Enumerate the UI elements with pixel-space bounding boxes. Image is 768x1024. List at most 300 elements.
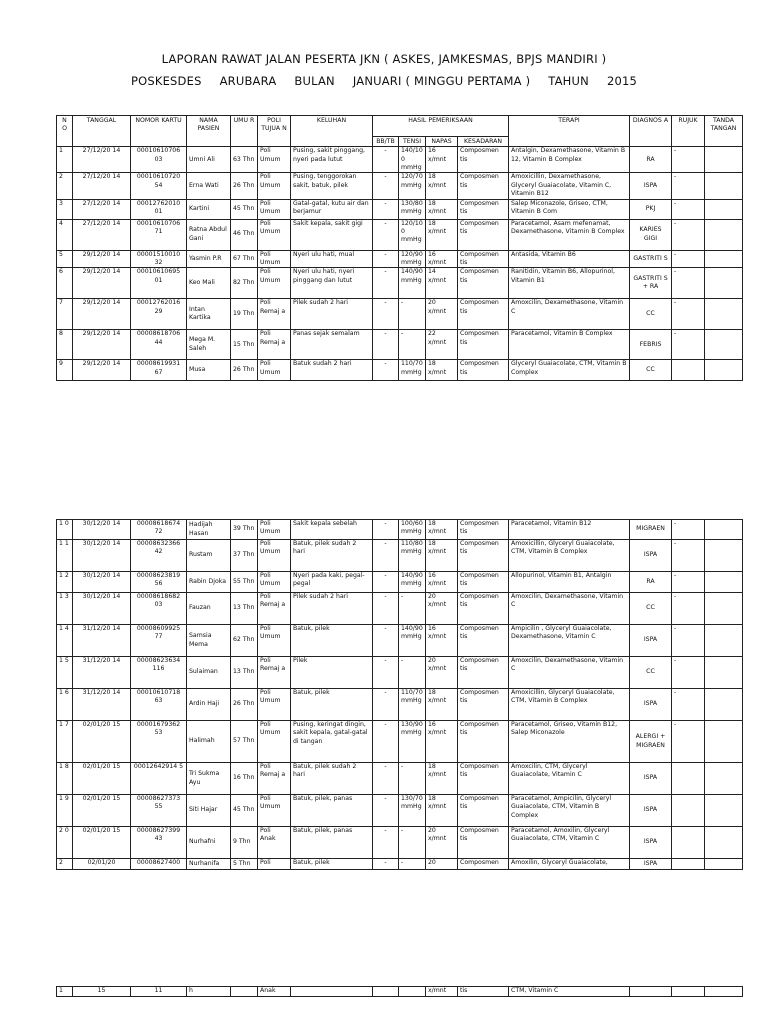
place-name: ARUBARA	[219, 74, 277, 88]
header-poli-tujuan: POLI TUJUA N	[258, 116, 291, 147]
terapi-cell: Amoxcilin, Dexamethasone, Vitamin C	[509, 657, 630, 689]
poli-tujuan-cell: Poli Umum	[258, 689, 291, 721]
umur-cell: 55 Thn	[231, 572, 258, 593]
diagnosa-cell: ISPA	[630, 625, 672, 657]
poli-tujuan-cell: Poli Remaj a	[258, 330, 291, 360]
tanggal-cell: 29/12/20 14	[73, 250, 131, 268]
nama-pasien-cell: Kartini	[187, 199, 231, 219]
tanda-tangan-cell	[705, 520, 743, 540]
report-table-page2	[56, 519, 743, 870]
report-table-page3	[56, 986, 743, 997]
keluhan-cell: Batuk, pilek	[291, 859, 373, 870]
nomor-kartu-cell: 00010610706 71	[131, 219, 187, 250]
table-row	[57, 219, 743, 250]
bb-tb-cell: -	[373, 330, 399, 360]
tanda-tangan-cell	[705, 199, 743, 219]
rujuk-cell	[672, 859, 705, 870]
nomor-kartu-cell: 00001679362 53	[131, 721, 187, 763]
tanggal-cell: 29/12/20 14	[73, 360, 131, 381]
napas-cell: 18 x/mnt	[426, 199, 458, 219]
rujuk-cell: -	[672, 520, 705, 540]
diagnosa-cell: PKJ	[630, 199, 672, 219]
umur-cell: 46 Thn	[231, 219, 258, 250]
tensi-cell: -	[399, 330, 426, 360]
tanda-tangan-cell	[705, 173, 743, 199]
keluhan-cell: Nyeri ulu hati, mual	[291, 250, 373, 268]
poli-tujuan-cell: Poli Umum	[258, 268, 291, 299]
rujuk-cell: -	[672, 330, 705, 360]
tensi-cell: 130/80 mmHg	[399, 199, 426, 219]
header-keluhan: KELUHAN	[291, 116, 373, 147]
keluhan-cell: Sakit kepala sebelah	[291, 520, 373, 540]
napas-cell: 18 x/mnt	[426, 360, 458, 381]
bb-tb-cell: -	[373, 520, 399, 540]
keluhan-cell: Batuk, pilek sudah 2 hari	[291, 540, 373, 572]
keluhan-cell	[291, 987, 373, 997]
nama-pasien-cell: Samsia Mema	[187, 625, 231, 657]
tanda-tangan-cell	[705, 859, 743, 870]
nomor-kartu-cell: 00008627373 55	[131, 795, 187, 827]
napas-cell: 16 x/mnt	[426, 250, 458, 268]
bb-tb-cell: -	[373, 657, 399, 689]
nama-pasien-cell: Intan Kartika	[187, 299, 231, 330]
kesadaran-cell: Composmen tis	[458, 657, 509, 689]
diagnosa-cell: ISPA	[630, 827, 672, 859]
no-cell: 8	[57, 330, 73, 360]
diagnosa-cell: ISPA	[630, 795, 672, 827]
napas-cell: 18 x/mnt	[426, 520, 458, 540]
diagnosa-cell: ISPA	[630, 763, 672, 795]
table-row	[57, 299, 743, 330]
tensi-cell: -	[399, 299, 426, 330]
terapi-cell: Antasida, Vitamin B6	[509, 250, 630, 268]
umur-cell: 26 Thn	[231, 689, 258, 721]
terapi-cell: Antalgin, Dexamethasone, Vitamin B 12, Vitamin B Complex	[509, 147, 630, 173]
kesadaran-cell: Composmen tis	[458, 520, 509, 540]
keluhan-cell: Batuk, pilek	[291, 625, 373, 657]
terapi-cell: Amoxicillin, Glyceryl Guaiacolate, CTM, Vitamin B Complex	[509, 540, 630, 572]
poli-tujuan-cell: Poli Anak	[258, 827, 291, 859]
rujuk-cell: -	[672, 173, 705, 199]
keluhan-cell: Pilek	[291, 657, 373, 689]
table-row	[57, 199, 743, 219]
header-diagnosa: DIAGNOS A	[630, 116, 672, 147]
poli-tujuan-cell: Poli Umum	[258, 360, 291, 381]
diagnosa-cell: ISPA	[630, 859, 672, 870]
kesadaran-cell: Composmen tis	[458, 199, 509, 219]
table-row	[57, 173, 743, 199]
bb-tb-cell: -	[373, 250, 399, 268]
rujuk-cell: -	[672, 199, 705, 219]
tanggal-cell: 02/01/20 15	[73, 763, 131, 795]
nama-pasien-cell: Erna Wati	[187, 173, 231, 199]
kesadaran-cell: Composmen tis	[458, 219, 509, 250]
tanda-tangan-cell	[705, 721, 743, 763]
tanggal-cell: 30/12/20 14	[73, 540, 131, 572]
tanggal-cell: 02/01/20 15	[73, 827, 131, 859]
diagnosa-cell: FEBRIS	[630, 330, 672, 360]
tanggal-cell: 27/12/20 14	[73, 173, 131, 199]
napas-cell: x/mnt	[426, 987, 458, 997]
poli-tujuan-cell: Poli Umum	[258, 795, 291, 827]
bb-tb-cell: -	[373, 625, 399, 657]
table-row	[57, 593, 743, 625]
napas-cell: 18 x/mnt	[426, 219, 458, 250]
tanggal-cell: 29/12/20 14	[73, 299, 131, 330]
bb-tb-cell: -	[373, 360, 399, 381]
nomor-kartu-cell: 00012762010 01	[131, 199, 187, 219]
poli-tujuan-cell: Anak	[258, 987, 291, 997]
keluhan-cell: Pusing, tenggorokan sakit, batuk, pilek	[291, 173, 373, 199]
tanggal-cell: 27/12/20 14	[73, 219, 131, 250]
nomor-kartu-cell: 11	[131, 987, 187, 997]
nama-pasien-cell: Musa	[187, 360, 231, 381]
nomor-kartu-cell: 00008623634 116	[131, 657, 187, 689]
umur-cell: 67 Thn	[231, 250, 258, 268]
umur-cell: 62 Thn	[231, 625, 258, 657]
tanggal-cell: 02/01/20 15	[73, 721, 131, 763]
nama-pasien-cell: Yasmin P.R	[187, 250, 231, 268]
poli-tujuan-cell: Poli	[258, 859, 291, 870]
kesadaran-cell: tis	[458, 987, 509, 997]
kesadaran-cell: Composmen tis	[458, 795, 509, 827]
header-napas: NAPAS	[426, 137, 458, 147]
nama-pasien-cell: Fauzan	[187, 593, 231, 625]
kesadaran-cell: Composmen tis	[458, 763, 509, 795]
rujuk-cell: -	[672, 250, 705, 268]
table-row	[57, 859, 743, 870]
bulan-label: BULAN	[294, 74, 335, 88]
nama-pasien-cell: Nurhafni	[187, 827, 231, 859]
umur-cell: 13 Thn	[231, 657, 258, 689]
napas-cell: 18 x/mnt	[426, 763, 458, 795]
bb-tb-cell: -	[373, 299, 399, 330]
keluhan-cell: Nyeri ulu hati, nyeri pinggang dan lutut	[291, 268, 373, 299]
nama-pasien-cell: Umni Ali	[187, 147, 231, 173]
rujuk-cell	[672, 987, 705, 997]
header-nomor-kartu: NOMOR KARTU	[131, 116, 187, 147]
rujuk-cell: -	[672, 657, 705, 689]
tanda-tangan-cell	[705, 657, 743, 689]
nama-pasien-cell: Tri Sukma Ayu	[187, 763, 231, 795]
umur-cell: 39 Thn	[231, 520, 258, 540]
terapi-cell: Amoxicillin, Glyceryl Guaiacolate, CTM, Vitamin B Complex	[509, 689, 630, 721]
table-row	[57, 330, 743, 360]
bb-tb-cell: -	[373, 540, 399, 572]
tanggal-cell: 31/12/20 14	[73, 625, 131, 657]
no-cell: 1 2	[57, 572, 73, 593]
nomor-kartu-cell: 00010610720 54	[131, 173, 187, 199]
poli-tujuan-cell: Poli Umum	[258, 520, 291, 540]
rujuk-cell: -	[672, 147, 705, 173]
no-cell: 1 0	[57, 520, 73, 540]
rujuk-cell: -	[672, 721, 705, 763]
keluhan-cell: Batuk, pilek	[291, 689, 373, 721]
bb-tb-cell	[373, 987, 399, 997]
tanda-tangan-cell	[705, 299, 743, 330]
rujuk-cell: -	[672, 299, 705, 330]
report-table-page1	[56, 115, 743, 381]
poli-tujuan-cell: Poli Umum	[258, 147, 291, 173]
tensi-cell: 120/10 0 mmHg	[399, 219, 426, 250]
nomor-kartu-cell: 00008618706 44	[131, 330, 187, 360]
no-cell: 4	[57, 219, 73, 250]
table-row	[57, 689, 743, 721]
diagnosa-cell: CC	[630, 299, 672, 330]
kesadaran-cell: Composmen tis	[458, 540, 509, 572]
nama-pasien-cell: Halimah	[187, 721, 231, 763]
kesadaran-cell: Composmen tis	[458, 299, 509, 330]
tanggal-cell: 31/12/20 14	[73, 689, 131, 721]
napas-cell: 20 x/mnt	[426, 657, 458, 689]
kesadaran-cell: Composmen tis	[458, 268, 509, 299]
tanggal-cell: 02/01/20	[73, 859, 131, 870]
rujuk-cell: -	[672, 593, 705, 625]
poli-tujuan-cell: Poli Umum	[258, 250, 291, 268]
nomor-kartu-cell: 00010610718 63	[131, 689, 187, 721]
nama-pasien-cell: Keo Mali	[187, 268, 231, 299]
poli-tujuan-cell: Poli Umum	[258, 625, 291, 657]
nomor-kartu-cell: 00008632366 42	[131, 540, 187, 572]
rujuk-cell	[672, 795, 705, 827]
no-cell: 1 3	[57, 593, 73, 625]
tensi-cell: 140/90 mmHg	[399, 268, 426, 299]
tanda-tangan-cell	[705, 268, 743, 299]
keluhan-cell: Batuk, pilek, panas	[291, 795, 373, 827]
rujuk-cell: -	[672, 689, 705, 721]
table-row	[57, 721, 743, 763]
no-cell: 1	[57, 987, 73, 997]
umur-cell: 13 Thn	[231, 593, 258, 625]
terapi-cell: Amoxcilin, CTM, Glyceryl Guaiacolate, Vitamin C	[509, 763, 630, 795]
rujuk-cell: -	[672, 572, 705, 593]
terapi-cell: Paracetamol, Ampicilin, Glyceryl Guaiacolate, CTM, Vitamin B Complex	[509, 795, 630, 827]
nomor-kartu-cell: 00001510010 32	[131, 250, 187, 268]
no-cell: 9	[57, 360, 73, 381]
umur-cell: 19 Thn	[231, 299, 258, 330]
bb-tb-cell: -	[373, 572, 399, 593]
tanda-tangan-cell	[705, 540, 743, 572]
tanggal-cell: 29/12/20 14	[73, 268, 131, 299]
napas-cell: 20 x/mnt	[426, 593, 458, 625]
tensi-cell: -	[399, 593, 426, 625]
diagnosa-cell: CC	[630, 657, 672, 689]
keluhan-cell: Pusing, keringat dingin, sakit kepala, gatal-gatal di tangan	[291, 721, 373, 763]
header-tensi: TENSI	[399, 137, 426, 147]
bb-tb-cell: -	[373, 268, 399, 299]
diagnosa-cell: ISPA	[630, 173, 672, 199]
no-cell: 1 9	[57, 795, 73, 827]
no-cell: 1 6	[57, 689, 73, 721]
bb-tb-cell: -	[373, 199, 399, 219]
rujuk-cell: -	[672, 268, 705, 299]
header-umur: UMU R	[231, 116, 258, 147]
tanda-tangan-cell	[705, 795, 743, 827]
diagnosa-cell: GASTRITI S	[630, 250, 672, 268]
tanda-tangan-cell	[705, 827, 743, 859]
keluhan-cell: Batuk, pilek sudah 2 hari	[291, 763, 373, 795]
header-kesadaran: KESADARAN	[458, 137, 509, 147]
header-bb-tb: BB/TB	[373, 137, 399, 147]
header-nama-pasien: NAMA PASIEN	[187, 116, 231, 147]
no-cell: 2	[57, 173, 73, 199]
no-cell: 1 5	[57, 657, 73, 689]
terapi-cell: CTM, Vitamin C	[509, 987, 630, 997]
tensi-cell: 100/60 mmHg	[399, 520, 426, 540]
umur-cell: 16 Thn	[231, 763, 258, 795]
rujuk-cell: -	[672, 540, 705, 572]
bb-tb-cell: -	[373, 827, 399, 859]
napas-cell: 18 x/mnt	[426, 540, 458, 572]
tensi-cell: 110/80 mmHg	[399, 540, 426, 572]
no-cell: 1 7	[57, 721, 73, 763]
tensi-cell: 140/90 mmHg	[399, 625, 426, 657]
no-cell: 1 4	[57, 625, 73, 657]
tensi-cell: 110/70 mmHg	[399, 689, 426, 721]
tanggal-cell: 15	[73, 987, 131, 997]
napas-cell: 18 x/mnt	[426, 795, 458, 827]
keluhan-cell: Pilek sudah 2 hari	[291, 593, 373, 625]
no-cell: 2	[57, 859, 73, 870]
tensi-cell: 120/90 mmHg	[399, 250, 426, 268]
tanggal-cell: 30/12/20 14	[73, 520, 131, 540]
napas-cell: 20 x/mnt	[426, 827, 458, 859]
nomor-kartu-cell: 00012762016 29	[131, 299, 187, 330]
header-rujuk: RUJUK	[672, 116, 705, 147]
tanggal-cell: 30/12/20 14	[73, 593, 131, 625]
tanda-tangan-cell	[705, 625, 743, 657]
terapi-cell: Amoxicillin, Dexamethasone, Glyceryl Guaiacolate, Vitamin C, Vitamin B12	[509, 173, 630, 199]
tensi-cell: 120/70 mmHg	[399, 173, 426, 199]
nomor-kartu-cell: 00012642914 5	[131, 763, 187, 795]
diagnosa-cell: RA	[630, 572, 672, 593]
no-cell: 1	[57, 147, 73, 173]
table-row	[57, 625, 743, 657]
terapi-cell: Paracetamol, Amoxilin, Glyceryl Guaiacolate, CTM, Vitamin C	[509, 827, 630, 859]
no-cell: 6	[57, 268, 73, 299]
kesadaran-cell: Composmen tis	[458, 173, 509, 199]
diagnosa-cell: ISPA	[630, 689, 672, 721]
tensi-cell: -	[399, 763, 426, 795]
poskesdes-label: POSKESDES	[130, 74, 202, 88]
umur-cell: 37 Thn	[231, 540, 258, 572]
keluhan-cell: Sakit kepala, sakit gigi	[291, 219, 373, 250]
tanda-tangan-cell	[705, 147, 743, 173]
keluhan-cell: Batuk, pilek, panas	[291, 827, 373, 859]
tanggal-cell: 02/01/20 15	[73, 795, 131, 827]
no-cell: 5	[57, 250, 73, 268]
umur-cell: 26 Thn	[231, 360, 258, 381]
bb-tb-cell: -	[373, 147, 399, 173]
umur-cell: 82 Thn	[231, 268, 258, 299]
terapi-cell: Paracetamol, Asam mefenamat, Dexamethasone, Vitamin B Complex	[509, 219, 630, 250]
nomor-kartu-cell: 00008618682 03	[131, 593, 187, 625]
nama-pasien-cell: Rustam	[187, 540, 231, 572]
nomor-kartu-cell: 00008627400	[131, 859, 187, 870]
nomor-kartu-cell: 00010610706 03	[131, 147, 187, 173]
tensi-cell: -	[399, 657, 426, 689]
table-row	[57, 520, 743, 540]
kesadaran-cell: Composmen tis	[458, 689, 509, 721]
keluhan-cell: Pusing, sakit pinggang, nyeri pada lutut	[291, 147, 373, 173]
poli-tujuan-cell: Poli Umum	[258, 572, 291, 593]
terapi-cell: Paracetamol, Vitamin B Complex	[509, 330, 630, 360]
napas-cell: 16 x/mnt	[426, 721, 458, 763]
tensi-cell: 130/90 mmHg	[399, 721, 426, 763]
kesadaran-cell: Composmen tis	[458, 593, 509, 625]
bb-tb-cell: -	[373, 721, 399, 763]
napas-cell: 22 x/mnt	[426, 330, 458, 360]
tanggal-cell: 30/12/20 14	[73, 572, 131, 593]
napas-cell: 16 x/mnt	[426, 572, 458, 593]
bb-tb-cell: -	[373, 859, 399, 870]
table-row	[57, 268, 743, 299]
table-row	[57, 147, 743, 173]
tanda-tangan-cell	[705, 330, 743, 360]
report-title: LAPORAN RAWAT JALAN PESERTA JKN ( ASKES, JAMKESMAS, BPJS MANDIRI )	[161, 52, 607, 66]
header-tanggal: TANGGAL	[73, 116, 131, 147]
nama-pasien-cell: Hadijah Hasan	[187, 520, 231, 540]
terapi-cell: Amoxilin, Glyceryl Guaiacolate,	[509, 859, 630, 870]
umur-cell: 45 Thn	[231, 795, 258, 827]
terapi-cell: Ranitidin, Vitamin B6, Allopurinol, Vitamin B1	[509, 268, 630, 299]
bb-tb-cell: -	[373, 593, 399, 625]
napas-cell: 16 x/mnt	[426, 625, 458, 657]
poli-tujuan-cell: Poli Umum	[258, 219, 291, 250]
kesadaran-cell: Composmen tis	[458, 827, 509, 859]
diagnosa-cell: ISPA	[630, 540, 672, 572]
nomor-kartu-cell: 00008627399 43	[131, 827, 187, 859]
napas-cell: 14 x/mnt	[426, 268, 458, 299]
header-terapi: TERAPI	[509, 116, 630, 147]
tensi-cell: -	[399, 859, 426, 870]
rujuk-cell	[672, 827, 705, 859]
diagnosa-cell: GASTRITI S + RA	[630, 268, 672, 299]
tanggal-cell: 27/12/20 14	[73, 147, 131, 173]
rujuk-cell	[672, 763, 705, 795]
nama-pasien-cell: Nurhanifa	[187, 859, 231, 870]
tanggal-cell: 29/12/20 14	[73, 330, 131, 360]
tanda-tangan-cell	[705, 219, 743, 250]
diagnosa-cell: MIGRAEN	[630, 520, 672, 540]
bb-tb-cell: -	[373, 795, 399, 827]
umur-cell: 15 Thn	[231, 330, 258, 360]
table-row	[57, 572, 743, 593]
diagnosa-cell	[630, 987, 672, 997]
nama-pasien-cell: Siti Hajar	[187, 795, 231, 827]
tensi-cell: 140/90 mmHg	[399, 572, 426, 593]
rujuk-cell: -	[672, 625, 705, 657]
poli-tujuan-cell: Poli Umum	[258, 173, 291, 199]
umur-cell: 45 Thn	[231, 199, 258, 219]
keluhan-cell: Batuk sudah 2 hari	[291, 360, 373, 381]
table-row	[57, 540, 743, 572]
bb-tb-cell: -	[373, 763, 399, 795]
poli-tujuan-cell: Poli Remaj a	[258, 593, 291, 625]
poli-tujuan-cell: Poli Umum	[258, 721, 291, 763]
rujuk-cell: -	[672, 219, 705, 250]
terapi-cell: Glyceryl Guaiacolate, CTM, Vitamin B Complex	[509, 360, 630, 381]
kesadaran-cell: Composmen tis	[458, 625, 509, 657]
nama-pasien-cell: Rabin Djoka	[187, 572, 231, 593]
umur-cell: 26 Thn	[231, 173, 258, 199]
terapi-cell: Salep Miconazole, Griseo, CTM, Vitamin B Com	[509, 199, 630, 219]
bb-tb-cell: -	[373, 219, 399, 250]
poli-tujuan-cell: Poli Umum	[258, 540, 291, 572]
header-hasil-pemeriksaan: HASIL PEMERIKSAAN	[373, 116, 509, 137]
terapi-cell: Paracetamol, Vitamin B12	[509, 520, 630, 540]
table-row	[57, 827, 743, 859]
